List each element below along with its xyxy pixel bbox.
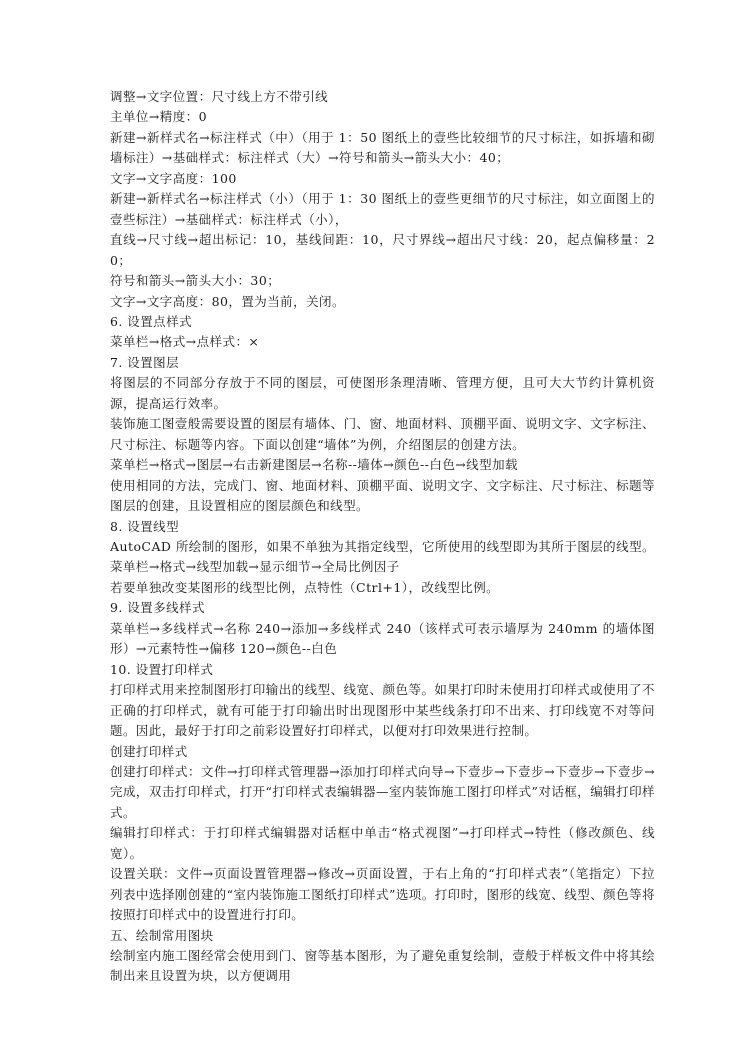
section-heading: 五、绘制常用图块 bbox=[110, 927, 214, 943]
section-heading: 6. 设置点样式 bbox=[110, 313, 192, 329]
paragraph: 主单位→精度：0 bbox=[110, 109, 208, 125]
paragraph: 设置关联：文件→页面设置管理器→修改→页面设置，于右上角的“打印样式表”（笔指定）下拉列表中选择刚创建的“室内装饰施工图纸打印样式”选项。打印时，图形的线宽、线型、颜色等将按照打印样式中的设置进行打印。 bbox=[110, 866, 655, 923]
paragraph: 装饰施工图壹般需要设置的图层有墙体、门、窗、地面材料、顶棚平面、说明文字、文字标注、尺寸标注、标题等内容。下面以创建“墙体”为例，介绍图层的创建方法。 bbox=[110, 416, 655, 452]
document-body bbox=[110, 87, 655, 987]
section-heading: 10. 设置打印样式 bbox=[110, 661, 214, 677]
paragraph: 文字→文字高度：100 bbox=[110, 170, 237, 186]
paragraph: 文字→文字高度：80，置为当前，关闭。 bbox=[110, 293, 345, 309]
section-heading: 9. 设置多线样式 bbox=[110, 600, 205, 616]
section-heading: 8. 设置线型 bbox=[110, 518, 180, 534]
paragraph: 菜单栏→格式→图层→右击新建图层→名称--墙体→颜色--白色→线型加载 bbox=[110, 457, 518, 473]
paragraph: 符号和箭头→箭头大小：30； bbox=[110, 273, 281, 289]
paragraph: AutoCAD 所绘制的图形，如果不单独为其指定线型，它所使用的线型即为其所于图层的线型。 bbox=[110, 538, 655, 554]
paragraph: 绘制室内施工图经常会使用到门、窗等基本图形，为了避免重复绘制，壹般于样板文件中将其绘制出来且设置为块，以方便调用 bbox=[110, 948, 655, 984]
paragraph: 新建→新样式名→标注样式（中）（用于 1：50 图纸上的壹些比较细节的尺寸标注，如拆墙和砌墙标注）→基础样式：标注样式（大）→符号和箭头→箭头大小：40； bbox=[110, 129, 655, 166]
paragraph: 菜单栏→格式→线型加载→显示细节→全局比例因子 bbox=[110, 559, 400, 575]
paragraph: 菜单栏→格式→点样式：× bbox=[110, 334, 260, 350]
paragraph: 新建→新样式名→标注样式（小）（用于 1：30 图纸上的壹些更细节的尺寸标注，如立面图上的壹些标注）→基础样式：标注样式（小）， bbox=[110, 191, 655, 227]
paragraph: 使用相同的方法，完成门、窗、地面材料、顶棚平面、说明文字、文字标注、尺寸标注、标题等图层的创建，且设置相应的图层颜色和线型。 bbox=[110, 477, 655, 514]
paragraph: 编辑打印样式：于打印样式编辑器对话框中单击“格式视图”→打印样式→特性（修改颜色、线宽）。 bbox=[110, 825, 655, 861]
paragraph: 调整→文字位置：尺寸线上方不带引线 bbox=[110, 89, 329, 104]
paragraph: 直线→尺寸线→超出标记：10，基线间距：10，尺寸界线→超出尺寸线：20，起点偏移量：20； bbox=[110, 232, 655, 268]
paragraph: 打印样式用来控制图形打印输出的线型、线宽、颜色等。如果打印时未使用打印样式或使用了不正确的打印样式，就有可能于打印输出时出现图形中某些线条打印不出来、打印线宽不对等问题。因此，最好于打印之前彩设置好打印样式，以便对打印效果进行控制。 bbox=[110, 682, 655, 739]
subsection-heading: 创建打印样式 bbox=[110, 743, 188, 759]
paragraph: 创建打印样式：文件→打印样式管理器→添加打印样式向导→下壹步→下壹步→下壹步→下壹步→完成，双击打印样式，打开“打印样式表编辑器—室内装饰施工图打印样式”对话框，编辑打印样式。 bbox=[110, 763, 655, 820]
paragraph: 菜单栏→多线样式→名称 240→添加→多线样式 240（该样式可表示墙厚为 240mm 的墙体图形）→元素特性→偏移 120→颜色--白色 bbox=[110, 620, 655, 657]
paragraph: 将图层的不同部分存放于不同的图层，可使图形条理清晰、管理方便，且可大大节约计算机资源，提高运行效率。 bbox=[110, 375, 655, 411]
paragraph: 若要单独改变某图形的线型比例，点特性（Ctrl+1），改线型比例。 bbox=[110, 579, 500, 595]
section-heading: 7. 设置图层 bbox=[110, 354, 180, 370]
